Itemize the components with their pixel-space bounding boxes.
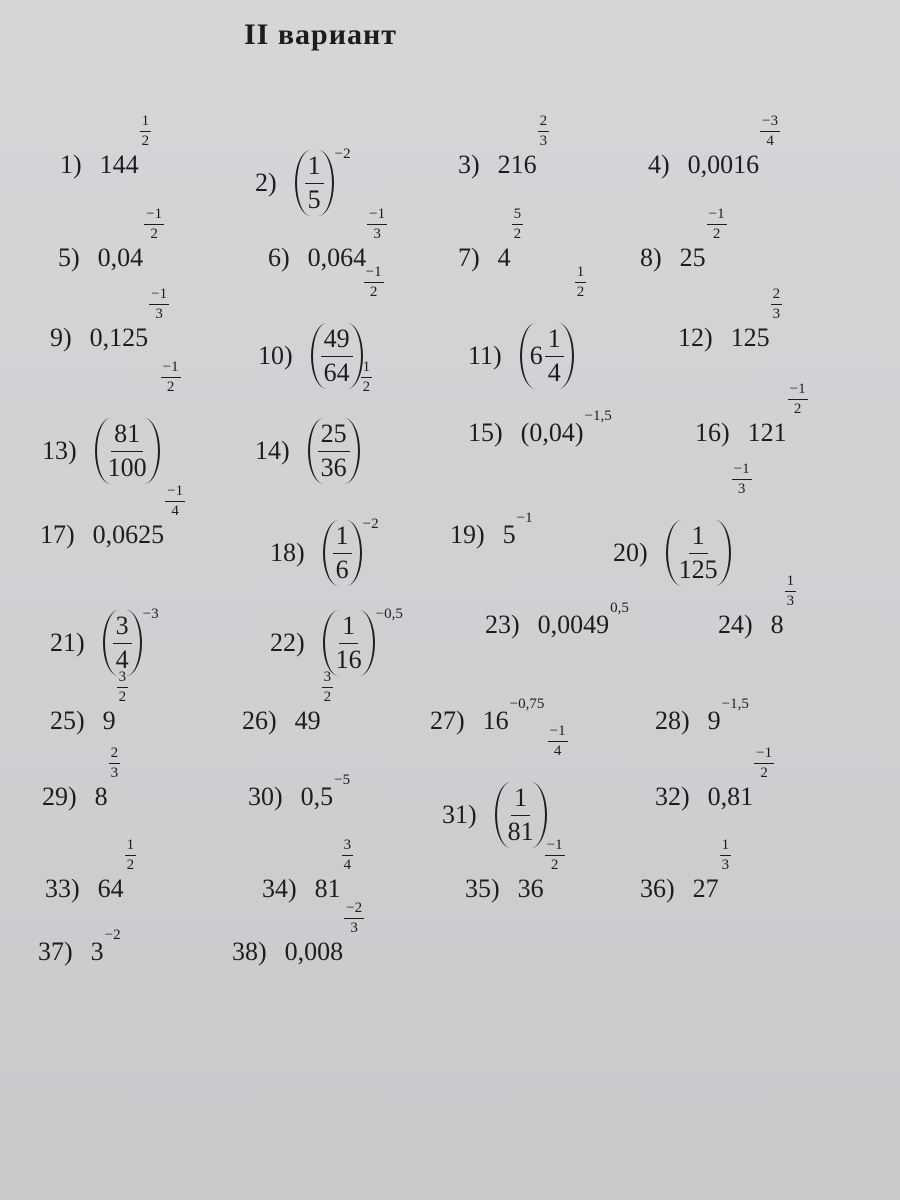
exponent-denominator: 4 [553, 743, 562, 759]
parenthesized-fraction [323, 610, 375, 676]
numerator: 1 [339, 610, 358, 644]
fraction-exponent [149, 287, 169, 322]
fraction-exponent [322, 670, 334, 705]
base: 5 [502, 520, 516, 549]
fraction-exponent [361, 360, 373, 395]
fraction-exponent [117, 670, 129, 705]
exercise-item [270, 516, 379, 586]
exponent-numerator: 1 [785, 574, 797, 592]
fraction-exponent [760, 114, 780, 149]
parenthesized-fraction [95, 418, 160, 484]
exercise-number: 13) [42, 436, 77, 466]
fraction [333, 520, 352, 586]
exercise-item [648, 113, 780, 180]
exercise-number: 17) [40, 520, 75, 549]
exponent: −2 [104, 927, 121, 943]
denominator: 100 [107, 452, 147, 482]
base: 0,04 [97, 243, 144, 272]
exercise-item [655, 745, 774, 812]
exercise-expression [311, 264, 384, 389]
exercise-expression [90, 927, 121, 967]
exponent-denominator: 4 [766, 133, 774, 149]
base: 8 [94, 782, 108, 811]
exercise-number: 18) [270, 538, 305, 568]
exercise-number: 15) [468, 418, 503, 447]
base: 16 [482, 706, 509, 735]
exercise-number: 36) [640, 874, 675, 903]
exponent-numerator: −1 [149, 287, 169, 305]
fraction [321, 323, 353, 389]
exercise-item [50, 606, 159, 676]
parenthesized-fraction [323, 520, 362, 586]
fraction [333, 610, 365, 676]
numerator: 1 [333, 520, 352, 554]
exercise-expression [502, 510, 533, 550]
fraction [676, 520, 721, 586]
exercise-expression [102, 669, 129, 736]
exponent: −0,75 [509, 696, 545, 712]
base: 121 [747, 418, 787, 447]
exercise-number: 26) [242, 706, 277, 735]
exponent-numerator: −2 [344, 901, 364, 919]
exponent-denominator: 2 [362, 379, 371, 395]
exercise-expression [95, 359, 181, 484]
fraction-exponent [161, 360, 181, 395]
base: 0,064 [307, 243, 367, 272]
exponent-numerator: 1 [720, 838, 732, 856]
exponent-numerator: −1 [732, 462, 752, 480]
fraction-exponent [788, 382, 808, 417]
exercise-item [468, 264, 586, 389]
denominator: 64 [323, 357, 350, 387]
exercise-number: 19) [450, 520, 485, 549]
parenthesized-fraction [295, 150, 334, 216]
exercise-item [468, 408, 612, 448]
parenthesized-fraction [520, 323, 574, 389]
exponent-denominator: 2 [550, 857, 559, 873]
exercise-number: 24) [718, 610, 753, 639]
fraction-exponent [771, 287, 783, 322]
exercise-number: 22) [270, 628, 305, 658]
exercise-item [450, 510, 533, 550]
fraction [545, 323, 564, 389]
fraction-exponent [144, 207, 164, 242]
exercise-item [42, 745, 120, 812]
exercise-expression [497, 206, 524, 273]
exercise-number: 31) [442, 800, 477, 830]
exponent: −1,5 [721, 696, 749, 712]
exercise-item [255, 146, 351, 216]
numerator: 49 [321, 323, 353, 357]
exercise-number: 14) [255, 436, 290, 466]
exercise-number: 21) [50, 628, 85, 658]
base: 25 [679, 243, 706, 272]
exercise-expression [770, 573, 797, 640]
exercise-item [640, 837, 731, 904]
exponent-denominator: 2 [576, 284, 585, 300]
parenthesized-fraction [311, 323, 363, 389]
fraction-exponent [364, 265, 384, 300]
exercise-expression [679, 206, 727, 273]
exercise-number: 16) [695, 418, 730, 447]
denominator: 4 [547, 357, 561, 387]
exponent-numerator: −1 [548, 724, 568, 742]
exponent-numerator: 2 [771, 287, 783, 305]
exponent-numerator: 2 [109, 746, 121, 764]
whole-part: 6 [529, 341, 543, 371]
base: (0,04) [520, 418, 584, 447]
exercise-expression [517, 837, 565, 904]
exercise-item [232, 900, 364, 967]
fraction-exponent [140, 114, 152, 149]
exercise-number: 33) [45, 874, 80, 903]
exponent-denominator: 2 [712, 226, 721, 242]
exercise-item [58, 206, 164, 273]
base: 0,5 [300, 782, 334, 811]
fraction-exponent [720, 838, 732, 873]
exercise-item [40, 483, 185, 550]
exercise-item [678, 286, 782, 353]
exercise-expression [497, 113, 550, 180]
exponent-denominator: 3 [786, 593, 795, 609]
exercise-expression [323, 516, 379, 586]
exponent-numerator: −1 [788, 382, 808, 400]
numerator: 1 [545, 323, 564, 357]
exercise-number: 9) [50, 323, 72, 352]
parenthesized-fraction [103, 610, 142, 676]
exercise-item [50, 286, 169, 353]
exponent-numerator: 2 [538, 114, 550, 132]
exponent: −1,5 [584, 408, 612, 424]
exercise-number: 37) [38, 937, 73, 966]
exercise-number: 10) [258, 341, 293, 371]
base: 125 [730, 323, 770, 352]
exercise-expression [284, 900, 364, 967]
exponent-denominator: 2 [323, 689, 332, 705]
exponent-denominator: 2 [793, 401, 802, 417]
exercise-expression [92, 483, 185, 550]
exponent-denominator: 3 [721, 857, 730, 873]
fraction-exponent [575, 265, 587, 300]
fraction-exponent [367, 207, 387, 242]
exercise-number: 2) [255, 168, 277, 198]
exponent-denominator: 3 [373, 226, 381, 242]
exponent-denominator: 4 [171, 503, 179, 519]
fraction-exponent [109, 746, 121, 781]
exercise-number: 3) [458, 150, 480, 179]
exercise-item [50, 669, 128, 736]
exercise-item [695, 381, 808, 448]
exponent-denominator: 2 [513, 226, 522, 242]
exercise-item [242, 669, 333, 736]
exponent-numerator: 1 [125, 838, 137, 856]
base: 64 [97, 874, 124, 903]
exponent-denominator: 3 [350, 920, 358, 936]
exponent-numerator: 5 [512, 207, 524, 225]
denominator: 125 [678, 554, 718, 584]
exponent-denominator: 3 [110, 765, 119, 781]
fraction-exponent [512, 207, 524, 242]
base: 49 [294, 706, 321, 735]
exercise-expression [89, 286, 169, 353]
exercise-expression [692, 837, 732, 904]
exponent-numerator: −1 [144, 207, 164, 225]
exercise-number: 20) [613, 538, 648, 568]
exercise-expression [520, 408, 612, 448]
exercise-expression [520, 264, 587, 389]
exercise-expression [747, 381, 808, 448]
base: 0,125 [89, 323, 149, 352]
exercise-item [430, 696, 545, 736]
base: 36 [517, 874, 544, 903]
fraction-exponent [344, 901, 364, 936]
exponent-denominator: 4 [343, 857, 352, 873]
numerator: 1 [305, 150, 324, 184]
base: 3 [90, 937, 104, 966]
exercise-expression [482, 696, 545, 736]
fraction-exponent [538, 114, 550, 149]
denominator: 81 [507, 816, 534, 846]
exercise-number: 35) [465, 874, 500, 903]
exponent-denominator: 3 [772, 306, 781, 322]
exercise-number: 29) [42, 782, 77, 811]
exponent-numerator: −1 [545, 838, 565, 856]
exponent-numerator: 1 [140, 114, 152, 132]
exponent-denominator: 2 [126, 857, 135, 873]
exercise-item [655, 696, 749, 736]
exercise-expression [707, 745, 774, 812]
exercise-expression [707, 696, 749, 736]
exponent-numerator: −1 [754, 746, 774, 764]
exercise-expression [537, 600, 629, 640]
exponent-denominator: 3 [155, 306, 163, 322]
exercise-item [42, 359, 181, 484]
exercise-item [613, 461, 752, 586]
denominator: 6 [335, 554, 349, 584]
exercise-number: 8) [640, 243, 662, 272]
numerator: 1 [689, 520, 708, 554]
exponent: −5 [334, 772, 351, 788]
exponent-denominator: 3 [737, 481, 746, 497]
fraction [305, 150, 324, 216]
fraction-exponent [754, 746, 774, 781]
base: 4 [497, 243, 511, 272]
exercise-number: 7) [458, 243, 480, 272]
fraction [318, 418, 350, 484]
exercise-number: 1) [60, 150, 82, 179]
exercise-expression [730, 286, 783, 353]
exercise-item [458, 206, 523, 273]
exponent-numerator: −1 [367, 207, 387, 225]
numerator: 1 [511, 782, 530, 816]
fraction [105, 418, 150, 484]
exercise-number: 30) [248, 782, 283, 811]
exponent-denominator: 2 [760, 765, 768, 781]
fraction-exponent [545, 838, 565, 873]
exponent: 0,5 [610, 600, 629, 616]
base: 9 [707, 706, 721, 735]
numerator: 3 [113, 610, 132, 644]
exponent-denominator: 2 [118, 689, 127, 705]
exercise-expression [294, 669, 334, 736]
base: 81 [314, 874, 341, 903]
exercise-number: 34) [262, 874, 297, 903]
base: 8 [770, 610, 784, 639]
exercise-expression [97, 837, 137, 904]
exercise-number: 28) [655, 706, 690, 735]
exponent-denominator: 2 [369, 284, 378, 300]
fraction-exponent [165, 484, 185, 519]
exponent-numerator: 3 [342, 838, 354, 856]
exercise-expression [99, 113, 152, 180]
exponent-numerator: −1 [364, 265, 384, 283]
exercise-number: 27) [430, 706, 465, 735]
page-title: II вариант [244, 18, 398, 51]
exercise-number: 6) [268, 243, 290, 272]
exercise-number: 25) [50, 706, 85, 735]
fraction-exponent [548, 724, 568, 759]
exercise-number: 5) [58, 243, 80, 272]
exercise-item [248, 772, 351, 812]
exponent: −2 [334, 146, 351, 162]
denominator: 16 [335, 644, 362, 674]
base: 9 [102, 706, 116, 735]
exercise-item [465, 837, 565, 904]
base: 216 [497, 150, 537, 179]
exercise-item [718, 573, 796, 640]
exercise-expression [687, 113, 780, 180]
exponent-denominator: 2 [141, 133, 150, 149]
exercise-expression [295, 146, 351, 216]
base: 27 [692, 874, 719, 903]
fraction-exponent [707, 207, 727, 242]
denominator: 4 [115, 644, 129, 674]
exercise-item [45, 837, 136, 904]
parenthesized-fraction [308, 418, 360, 484]
base: 0,0049 [537, 610, 610, 639]
exponent-denominator: 2 [150, 226, 158, 242]
exercise-item [60, 113, 151, 180]
denominator: 36 [320, 452, 347, 482]
exercise-expression [97, 206, 164, 273]
exercise-item [640, 206, 727, 273]
exponent-numerator: −1 [161, 360, 181, 378]
fraction-exponent [125, 838, 137, 873]
exercise-number: 32) [655, 782, 690, 811]
base: 0,0016 [687, 150, 760, 179]
exercise-expression [323, 606, 403, 676]
exponent-numerator: 1 [361, 360, 373, 378]
exponent-numerator: −1 [165, 484, 185, 502]
exercise-expression [666, 461, 752, 586]
fraction [505, 782, 537, 848]
exercise-item [458, 113, 549, 180]
exponent-denominator: 3 [539, 133, 548, 149]
exponent-numerator: 3 [117, 670, 129, 688]
exercise-number: 11) [468, 341, 502, 371]
exponent: −3 [142, 606, 159, 622]
exponent: −0,5 [375, 606, 403, 622]
exponent: −1 [516, 510, 533, 526]
exponent: −2 [362, 516, 379, 532]
base: 144 [99, 150, 139, 179]
exercise-number: 4) [648, 150, 670, 179]
exponent-numerator: 1 [575, 265, 587, 283]
fraction-exponent [785, 574, 797, 609]
exercise-item [262, 837, 353, 904]
exercise-item [485, 600, 629, 640]
parenthesized-fraction [666, 520, 731, 586]
exercise-number: 38) [232, 937, 267, 966]
exercise-item [38, 927, 121, 967]
exercise-number: 12) [678, 323, 713, 352]
exercise-expression [103, 606, 159, 676]
exercise-expression [300, 772, 351, 812]
exercise-item [270, 606, 403, 676]
exercise-expression [94, 745, 121, 812]
fraction-exponent [342, 838, 354, 873]
numerator: 25 [318, 418, 350, 452]
exercise-number: 23) [485, 610, 520, 639]
exponent-numerator: −1 [707, 207, 727, 225]
base: 0,0625 [92, 520, 165, 549]
exponent-denominator: 2 [166, 379, 175, 395]
fraction-exponent [732, 462, 752, 497]
base: 0,81 [707, 782, 754, 811]
exponent-numerator: −3 [760, 114, 780, 132]
denominator: 5 [307, 184, 321, 214]
exponent-numerator: 3 [322, 670, 334, 688]
parenthesized-fraction [495, 782, 547, 848]
base: 0,008 [284, 937, 344, 966]
fraction [113, 610, 132, 676]
numerator: 81 [111, 418, 143, 452]
